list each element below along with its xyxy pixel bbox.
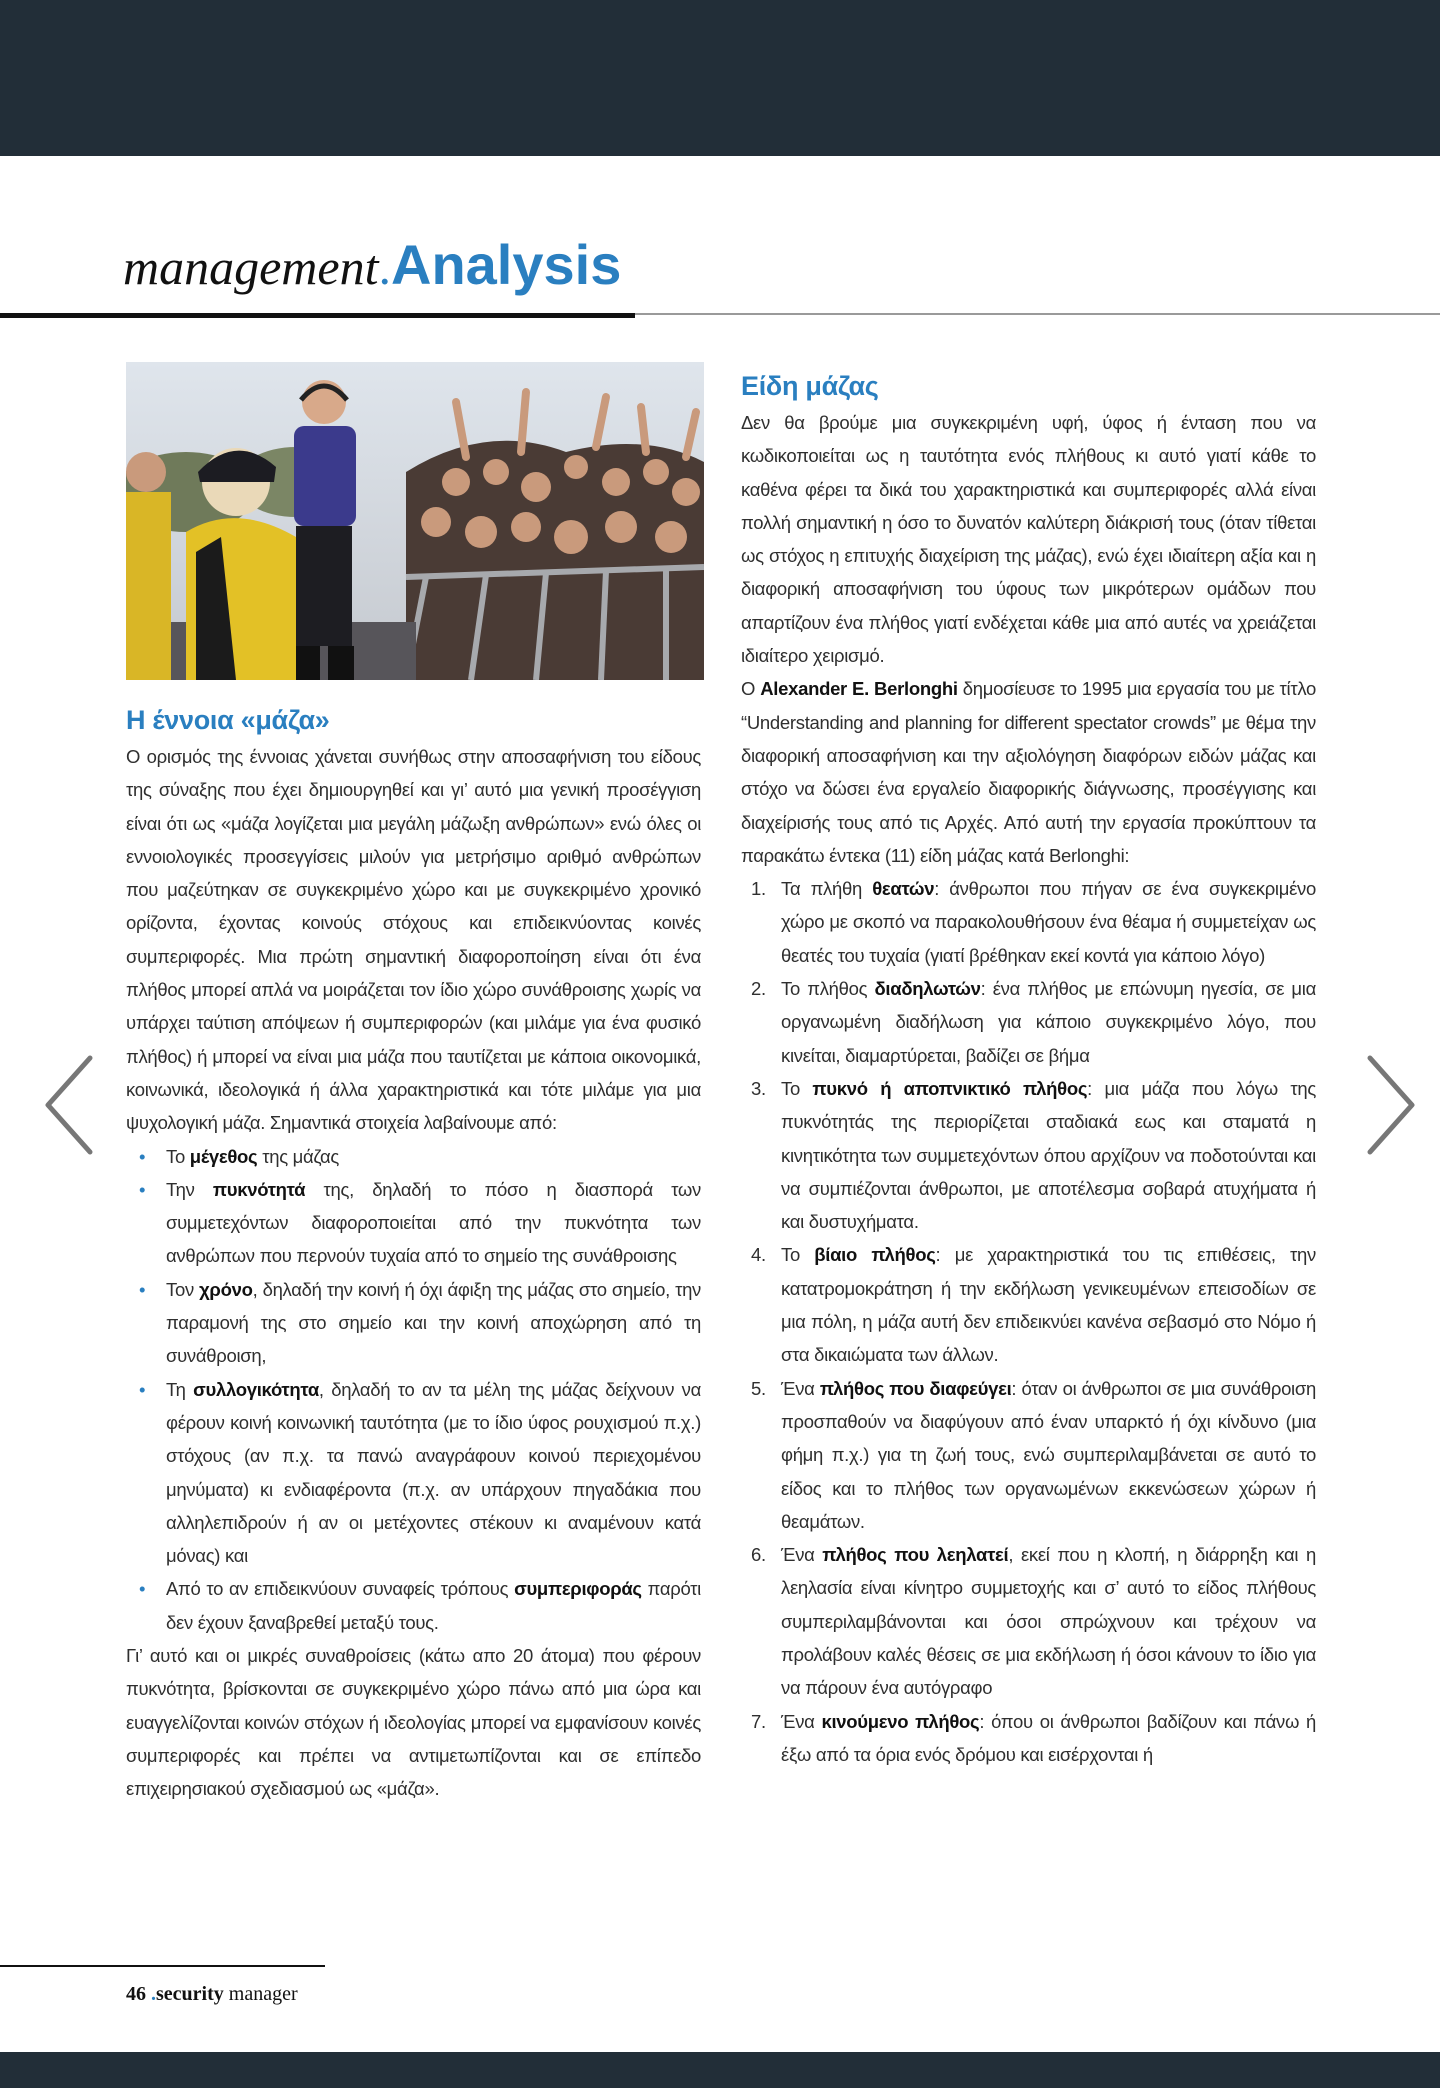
- item-bold: συλλογικότητα: [193, 1378, 319, 1400]
- item-bold: πυκνό ή αποπνικτικό πλήθος: [812, 1077, 1088, 1099]
- item-text: της, δηλαδή το πόσο η διασπορά των συμμετεχόντων διαφοροποιείται από την πυκνότητα των ανθρώπων που περνούν τυχαία από το σημείο της συνάθροισης: [166, 1178, 701, 1267]
- item-bold: πλήθος που λεηλατεί: [822, 1544, 1009, 1566]
- header-brand: management: [123, 239, 379, 295]
- magazine-name-bold: security: [156, 1983, 224, 2005]
- item-number: 6.: [751, 1544, 766, 1566]
- list-item: [751, 1238, 1317, 1371]
- item-number: 3.: [751, 1077, 766, 1099]
- previous-page-button[interactable]: [40, 1050, 100, 1160]
- list-item: [751, 972, 1316, 1072]
- next-page-button[interactable]: [1360, 1050, 1420, 1160]
- para-text: Ο: [741, 678, 761, 700]
- magazine-name: manager: [223, 1983, 298, 2005]
- item-text: : άνθρωποι που πήγαν σε ένα συγκεκριμένο χώρο με σκοπό να παρακολουθήσουν ένα θέαμα ή συμμετείχαν ως θεατές του τυχαία (γιατί βρέθηκαν εκεί κοντά για κάποιο λόγο): [781, 878, 1316, 966]
- paragraph: Δεν θα βρούμε μια συγκεκριμένη υφή, ύφος ή ένταση που να κωδικοποιείται ως η ταυτότητα ενός πλήθους κι αυτό γιατί κάθε το καθένα φέρει τα δικά του χαρακτηριστικά και συμπεριφορές αλλά είναι πολλή σημαντική η όσο το δυνατόν καλύτερη διάκρισή τους (όταν τίθεται ως στόχος η επιτυχής διαχείριση της μάζας), ενώ έχει ιδιαίτερη αξία και η διαφορική αποσαφήνιση του ύφους των μικρότερων ομάδων που απαρτίζουν ένα πλήθος γιατί ενδέχεται κάθε μια από αυτές να χρειάζεται ιδιαίτερο χειρισμό.: [741, 412, 1316, 667]
- item-text: Από το αν επιδεικνύουν συναφείς τρόπους: [166, 1578, 515, 1600]
- chevron-left-icon: [40, 1050, 100, 1160]
- article-photo: [126, 362, 704, 680]
- item-text: Ένα: [781, 1710, 822, 1732]
- item-text: : ένα πλήθος με επώνυμη ηγεσία, σε μια οργανωμένη διαδήλωση για κάποιο συγκεκριμένο λόγο, που κινείται, διαμαρτύρεται, βαδίζει σε βήμα: [781, 978, 1316, 1066]
- item-text: Το: [781, 1077, 813, 1099]
- page-header: [123, 232, 621, 312]
- list-item: [751, 1372, 1316, 1538]
- item-text: , εκεί που η κλοπή, η διάρρηξη και η λεηλασία είναι κίνητρο συμμετοχής και σ’ αυτό το είδος πλήθους συμπεριλαμβάνονται και όσοι σπρώχνουν και τρέχουν να προλάβουν καλές θέσεις σε μια εκδήλωση ή όσοι κάνουν το ίδιο για να πάρουν ένα αυτόγραφο: [781, 1544, 1316, 1699]
- top-bar: [0, 0, 1440, 156]
- section-heading-mass-concept: Η έννοια «μάζα»: [126, 705, 330, 735]
- list-item: [166, 1140, 701, 1173]
- item-text: Το: [166, 1145, 190, 1167]
- paragraph: Γι’ αυτό και οι μικρές συναθροίσεις (κάτω απο 20 άτομα) που φέρουν πυκνότητα, βρίσκονται σε συγκεκριμένο χώρο πάνω από μια ώρα και ευαγγελίζονται κοινών στόχων ή ιδεολογίας μπορεί να εμφανίσουν κοινές συμπεριφορές και πρέπει να αντιμετωπίζονται και σε επίπεδο επιχειρησιακού σχεδιασμού ως «μάζα».: [126, 1645, 701, 1800]
- para-text: δημοσίευσε το 1995 μια εργασία του με τίτλο “Understanding and planning for different spectator crowds” με θέμα την διαφορική αποσαφήνιση και την αξιολόγηση διαφόρων ειδών μάζας και στόχο να δώσει ένα εργαλείο διαφορικής διάγνωσης, προσέγγισης και διαχείρισής τους από τις Αρχές. Από αυτή την εργασία προκύπτουν τα παρακάτω έντεκα (11) είδη μάζας κατά Berlonghi:: [741, 678, 1317, 866]
- criteria-list: [126, 1140, 701, 1639]
- item-bold: θεατών: [872, 878, 935, 900]
- item-text: Ένα: [781, 1377, 820, 1399]
- item-text: , δηλαδή το αν τα μέλη της μάζας δείχνουν να φέρουν κοινή κοινωνική ταυτότητα (με το ίδιο ύφος ρουχισμού π.χ.) στόχους (αν π.χ. τα πανώ αναγράφουν κοινού περιεχομένου μηνύματα) κι ενδιαφέροντα (π.χ. αν υπάρχουν πηγαδάκια που αλληλεπιδρούν ή αν οι μετέχοντες στέκουν κι αναμένουν κατά μόνας) και: [166, 1378, 701, 1567]
- item-number: 7.: [751, 1710, 766, 1732]
- footer-rule: [0, 1965, 325, 1967]
- paragraph: [741, 672, 1316, 872]
- list-item: [166, 1273, 701, 1373]
- item-text: : όπου οι άνθρωποι βαδίζουν και πάνω ή έξω από τα όρια ενός δρόμου και εισέρχονται ή: [781, 1710, 1316, 1765]
- item-text: παρότι δεν έχουν ξαναβρεθεί μεταξύ τους.: [166, 1578, 701, 1633]
- item-number: 1.: [751, 878, 766, 900]
- item-bold: διαδηλωτών: [874, 978, 981, 1000]
- item-bold: μέγεθος: [189, 1145, 258, 1167]
- list-item: [166, 1572, 701, 1639]
- chevron-right-icon: [1360, 1050, 1420, 1160]
- item-text: Τα πλήθη: [781, 878, 873, 900]
- item-number: 4.: [751, 1244, 766, 1266]
- item-bold: κινούμενο πλήθος: [821, 1710, 980, 1732]
- list-item: [751, 872, 1316, 972]
- item-bold: συμπεριφοράς: [514, 1578, 642, 1600]
- item-number: 5.: [751, 1377, 766, 1399]
- crowd-security-image: [126, 362, 704, 680]
- author-name: Alexander E. Berlonghi: [760, 678, 958, 700]
- item-text: Τη: [166, 1378, 194, 1400]
- item-bold: πλήθος που διαφεύγει: [819, 1377, 1012, 1399]
- bottom-bar: [0, 2052, 1440, 2088]
- list-item: [751, 1072, 1317, 1238]
- item-number: 2.: [751, 978, 766, 1000]
- item-bold: χρόνο: [199, 1278, 253, 1300]
- crowd-types-list: [741, 872, 1316, 1771]
- header-rule-accent: [0, 313, 635, 318]
- item-text: Το πλήθος: [781, 978, 875, 1000]
- header-dot: .: [378, 239, 391, 295]
- item-text: Ένα: [781, 1544, 823, 1566]
- item-text: Το: [781, 1244, 815, 1266]
- item-text: Την: [166, 1178, 213, 1200]
- list-item: [166, 1173, 701, 1273]
- header-section: Analysis: [391, 233, 622, 296]
- item-text: : με χαρακτηριστικά του τις επιθέσεις, την κατατρομοκράτηση ή την εκδήλωση γενικευμένων επεισοδίων σε μια πόλη, η μάζα αυτή δεν επιδεικνύει κανένα σεβασμό στο Νόμο ή στα δικαιώματα των άλλων.: [781, 1244, 1317, 1366]
- section-heading-crowd-types: Είδη μάζας: [741, 371, 879, 401]
- item-text: της μάζας: [257, 1145, 340, 1167]
- left-column: [126, 700, 701, 1806]
- list-item: [751, 1705, 1316, 1772]
- item-bold: βίαιο πλήθος: [814, 1244, 936, 1266]
- footer-dot: .: [151, 1983, 156, 2005]
- list-item: [166, 1373, 701, 1573]
- item-text: : μια μάζα που λόγω της πυκνότητάς της περιορίζεται σταδιακά εως και σταματά η κινητικότητα των συμμετεχόντων όπου αρχίζουν να ποδοτούνται και να συμπιέζονται άνθρωποι, με αποτέλεσμα σοβαρά ατυχήματα ή και δυστυχήματα.: [781, 1077, 1317, 1233]
- item-text: , δηλαδή την κοινή ή όχι άφιξη της μάζας στο σημείο, την παραμονή της στο σημείο και την κοινή αποχώρηση από τη συνάθροιση,: [166, 1278, 702, 1367]
- page-footer: [126, 1983, 298, 2006]
- paragraph: Ο ορισμός της έννοιας χάνεται συνήθως στην αποσαφήνιση του είδους της σύναξης που έχει δημιουργηθεί και γι’ αυτό μια γενική προσέγγιση είναι ότι ως «μάζα λογίζεται μια μεγάλη μάζωξη ανθρώπων» ενώ όλες οι εννοιολογικές προσεγγίσεις μιλούν για μετρήσιμο αριθμό ανθρώπων που μαζεύτηκαν σε συγκεκριμένο χώρο και με συγκεκριμένο χρονικό ορίζοντα, έχοντας κοινούς στόχους και επιδεικνύοντας κοινές συμπεριφορές. Μια πρώτη σημαντική διαφοροποίηση είναι ότι ένα πλήθος μπορεί απλά να μοιράζεται τον ίδιο χώρο συνάθροισης χωρίς να υπάρχει ταύτιση απόψεων ή συμπεριφορών (και μιλάμε για ένα φυσικό πλήθος) ή μπορεί να είναι μια μάζα που ταυτίζεται με κάποια οικονομικά, κοινωνικά, ιδεολογικά ή άλλα χαρακτηριστικά και τότε μιλάμε για μια ψυχολογική μάζα. Σημαντικά στοιχεία λαβαίνουμε από:: [126, 746, 701, 1134]
- item-text: Τον: [166, 1278, 200, 1300]
- list-item: [751, 1538, 1316, 1704]
- item-bold: πυκνότητά: [212, 1178, 306, 1200]
- item-text: : όταν οι άνθρωποι σε μια συνάθροιση προσπαθούν να διαφύγουν από έναν υπαρκτό ή όχι κίνδυνο (μια φήμη π.χ.) για τη ζωή τους, ενώ συμπεριλαμβάνεται σε αυτό το είδος και το πλήθος των οργανωμένων εκκενώσεων χώρων ή θεαμάτων.: [781, 1377, 1316, 1532]
- right-column: [741, 366, 1316, 1771]
- page-number: 46: [126, 1983, 146, 2005]
